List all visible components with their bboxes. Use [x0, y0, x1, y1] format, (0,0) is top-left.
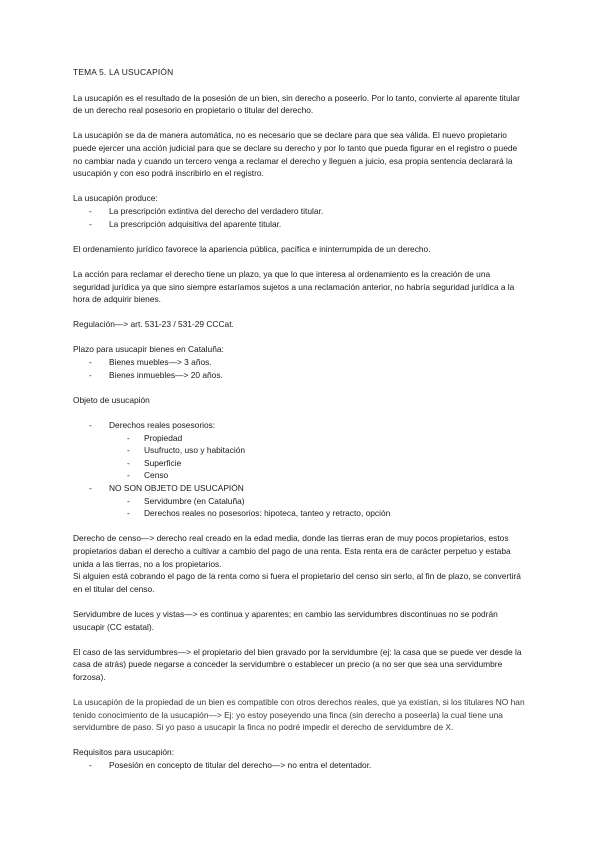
list-item: - Derechos reales no posesorios: hipoteca, tanteo y retracto, opción [127, 508, 391, 519]
list-item: - Bienes muebles—> 3 años. [89, 357, 212, 368]
document-title: TEMA 5. LA USUCAPIÓN [73, 67, 174, 77]
requisitos-heading: Requisitos para usucapión: [73, 747, 175, 758]
document-page [73, 66, 528, 784]
list-item: - NO SON OBJETO DE USUCAPIÓN [89, 483, 244, 493]
list-item: - La prescripción adquisitiva del aparente titular. [89, 218, 282, 229]
produces-heading: La usucapión produce: [73, 193, 158, 204]
objeto-heading: Objeto de usucapión [73, 394, 150, 405]
paragraph-censo: Derecho de censo—> derecho real creado en la edad media, donde las tierras eran de muy pocos propietarios, estos propietarios daban el derecho a cultivar a cambio del pago de una renta. Esta renta era de carácter perpetuo y estaba unida a las tierras, no a los propietarios. [73, 533, 511, 569]
section-censo [73, 532, 528, 595]
paragraph-regulacion: Regulación—> art. 531-23 / 531-29 CCCat. [73, 319, 234, 330]
list-item: - Propiedad [127, 432, 183, 443]
list-item: - Servidumbre (en Cataluña) [127, 495, 245, 506]
section-objeto [73, 394, 528, 520]
list-item: - Bienes inmuebles—> 20 años. [89, 369, 223, 380]
list-item: - Censo [127, 470, 169, 481]
list-item: - La prescripción extintiva del derecho del verdadero titular. [89, 205, 324, 216]
section-plazo [73, 343, 528, 381]
list-item: - Posesión en concepto de titular del derecho—> no entra el detentador. [89, 760, 372, 771]
plazo-heading: Plazo para usucapir bienes en Cataluña: [73, 344, 224, 355]
list-item: - Derechos reales posesorios: [89, 420, 216, 431]
section-produces [73, 192, 528, 230]
paragraph-definition: La usucapión es el resultado de la posesión de un bien, sin derecho a poseerlo. Por lo tanto, convierte al aparente titular de un derecho real posesorio en propietario o titular del derecho. [73, 92, 520, 116]
section-requisitos [73, 746, 528, 771]
paragraph-automatic: La usucapión se da de manera automática, no es necesario que se declare para que sea válida. El nuevo propietario puede ejercer una acción judicial para que se declare su derecho y por lo tanto que pueda figurar en el registro o puede no cambiar nada y cuando un tercero venga a reclamar el derecho y lleguen a juicio, esa propia sentencia declarará la usucapión y con eso podrá inscribirlo en el registro. [73, 130, 518, 179]
paragraph-censo-cobro: Si alguien está cobrando el pago de la renta como si fuera el propietario del censo sin serlo, al fin de plazo, se convertirá en el titular del censo. [73, 571, 521, 594]
paragraph-accion: La acción para reclamar el derecho tiene un plazo, ya que lo que interesa al ordenamiento es la creación de una seguridad jurídica ya que sino siempre estaríamos sujetos a una reclamación anterior, no habría seguridad jurídica a la hora de adquirir bienes. [73, 268, 515, 305]
list-item: - Superficie [127, 457, 182, 468]
paragraph-luces-vistas: Servidumbre de luces y vistas—> es continua y aparentes; en cambio las servidumbres discontinuas no se podrán usucapir (CC estatal). [73, 608, 498, 632]
paragraph-ordenamiento: El ordenamiento jurídico favorece la apariencia pública, pacífica e ininterrumpida de un derecho. [73, 243, 431, 254]
paragraph-compatibilidad: La usucapión de la propiedad de un bien es compatible con otros derechos reales, que ya existían, si los titulares NO han tenido conocimiento de la usucapión—> Ej: yo estoy poseyendo una finca (sin derecho a poseerla) la cual tiene una servidumbre de paso. Si yo paso a usucapir la finca no podré impedir el derecho de servidumbre de X. [73, 697, 525, 733]
list-item: - Usufructo, uso y habitación [127, 445, 246, 456]
paragraph-servidumbres: El caso de las servidumbres—> el propietario del bien gravado por la servidumbre (ej: la casa que se puede ver desde la casa de atrás) puede negarse a conceder la servidumbre o establecer un precio (a no ser que sea una servidumbre forzosa). [73, 646, 522, 682]
